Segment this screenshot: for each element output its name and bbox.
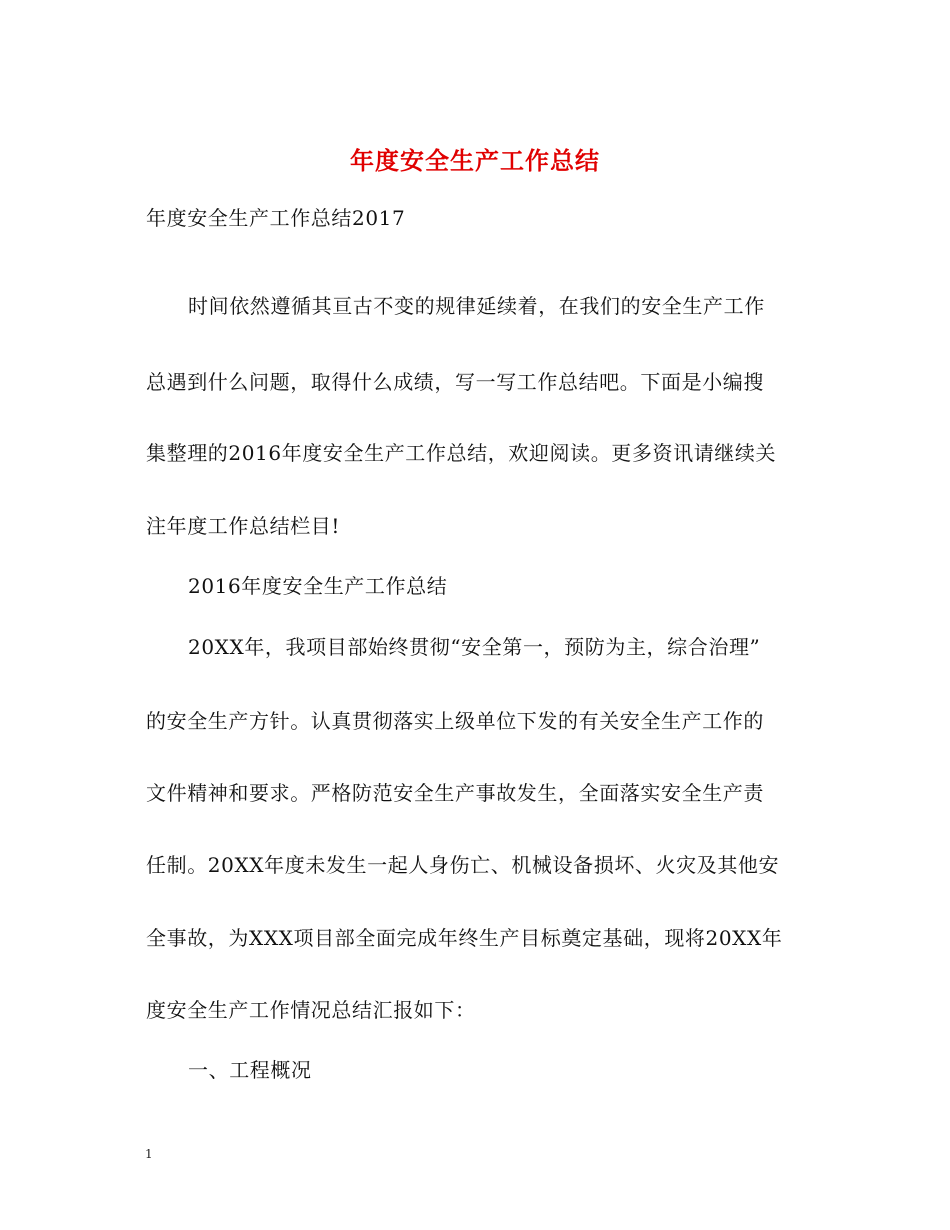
subtitle-line: 年度安全生产工作总结2017 (146, 206, 406, 230)
document-title: 年度安全生产工作总结 (350, 146, 600, 175)
paragraph-line: 总遇到什么问题，取得什么成绩，写一写工作总结吧。下面是小编搜 (146, 370, 764, 394)
paragraph-line: 文件精神和要求。严格防范安全生产事故发生，全面落实安全生产责 (146, 781, 764, 805)
section-heading: 一、工程概况 (188, 1058, 312, 1082)
paragraph-line: 的安全生产方针。认真贯彻落实上级单位下发的有关安全生产工作的 (146, 709, 764, 733)
paragraph-line: 注年度工作总结栏目! (146, 514, 341, 538)
paragraph-line: 20XX年，我项目部始终贯彻“安全第一，预防为主，综合治理” (188, 635, 761, 659)
page-number: 1 (145, 1147, 153, 1161)
paragraph-line: 度安全生产工作情况总结汇报如下： (146, 998, 476, 1022)
section-heading: 2016年度安全生产工作总结 (188, 574, 448, 598)
paragraph-line: 集整理的2016年度安全生产工作总结，欢迎阅读。更多资讯请继续关 (146, 441, 777, 465)
paragraph-line: 任制。20XX年度未发生一起人身伤亡、机械设备损坏、火灾及其他安 (146, 853, 780, 877)
paragraph-line: 全事故，为XXX项目部全面完成年终生产目标奠定基础，现将20XX年 (146, 926, 783, 950)
paragraph-line: 时间依然遵循其亘古不变的规律延续着，在我们的安全生产工作 (188, 294, 765, 318)
